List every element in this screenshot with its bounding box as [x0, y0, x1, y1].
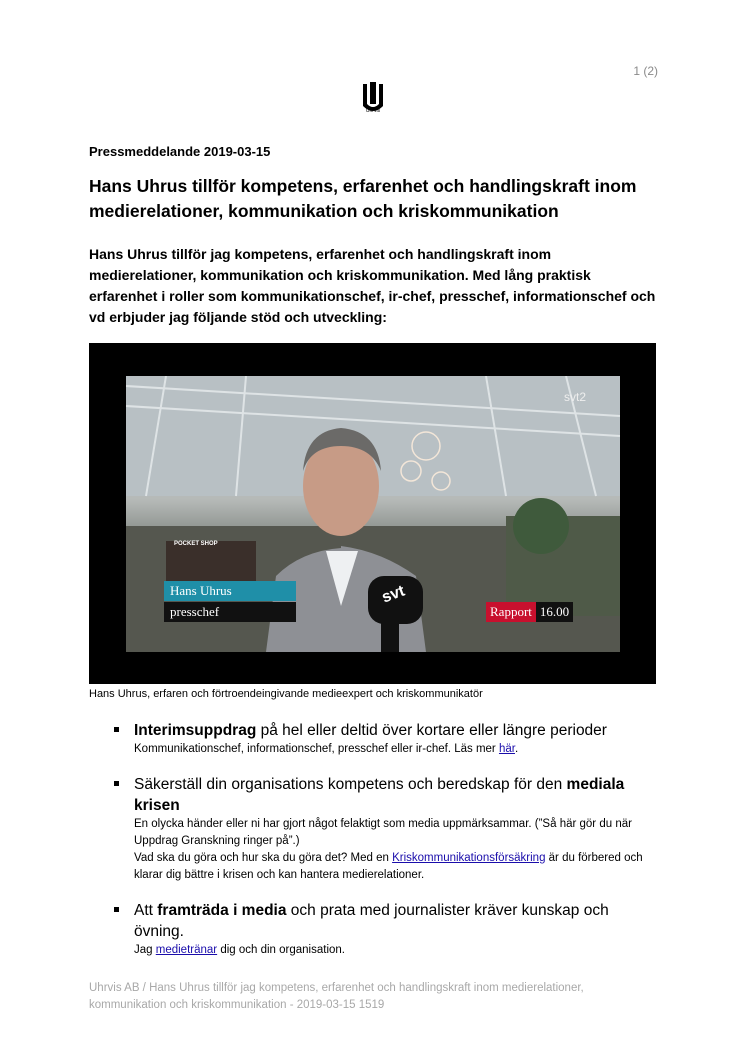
page-number: 1 (2) [633, 64, 658, 78]
intro-paragraph: Hans Uhrus tillför jag kompetens, erfarenhet och handlingskraft inom medierelationer, kommunikation och kriskommunikation. Med lång praktisk erfarenhet i roller som kommunikationschef, ir-chef, presschef, informationschef och vd erbjuder jag följande stöd och utveckling: [89, 246, 656, 325]
item-description: Jag medietränar dig och din organisation. [134, 944, 345, 956]
list-item [114, 774, 654, 884]
bullet-icon [114, 727, 119, 732]
bullet-icon [114, 907, 119, 912]
logo-wordmark: Uhrvis [365, 108, 381, 114]
tv-screenshot-photo [89, 343, 656, 684]
list-item [114, 720, 654, 758]
program-time: 16.00 [536, 602, 573, 622]
service-list [114, 720, 654, 975]
read-more-link[interactable]: här [498, 743, 515, 755]
item-title: Säkerställ din organisations kompetens och beredskap för den mediala krisen [134, 776, 625, 814]
headline: Hans Uhrus tillför kompetens, erfarenhet och handlingskraft inom medierelationer, kommunikation och kriskommunikation [89, 176, 637, 221]
item-title: Interimsuppdrag på hel eller deltid över kortare eller längre perioder [134, 722, 607, 739]
item-description: Kommunikationschef, informationschef, presschef eller ir-chef. Läs mer här. [134, 743, 519, 755]
page-footer: Uhrvis AB / Hans Uhrus tillför jag kompetens, erfarenhet och handlingskraft inom medierelationer, kommunikation och kriskommunikation - 2019-03-15 1519 [89, 982, 584, 1011]
program-badge [486, 602, 573, 622]
shop-sign: POCKET SHOP [174, 541, 218, 547]
press-release-date: Pressmeddelande 2019-03-15 [89, 144, 271, 159]
program-name: Rapport [486, 602, 536, 622]
nameplate-name: Hans Uhrus [164, 581, 296, 601]
photo-caption: Hans Uhrus, erfaren och förtroendeingivande medieexpert och kriskommunikatör [89, 688, 483, 700]
item-description: Vad ska du göra och hur ska du göra det? Med en Kriskommunikationsförsäkring är du förbered och klarar dig bättre i krisen och kan hantera medierelationer. [134, 852, 643, 881]
list-item [114, 900, 654, 959]
channel-logo: svt2 [564, 390, 587, 404]
item-description: En olycka händer eller ni har gjort något felaktigt som media uppmärksammar. (”Så här gör du när Uppdrag Granskning ringer på”.) [134, 818, 632, 847]
item-title: Att framträda i media och prata med journalister kräver kunskap och övning. [134, 902, 609, 940]
tv-frame [126, 376, 620, 652]
bullet-icon [114, 781, 119, 786]
media-training-link[interactable]: medietränar [155, 944, 218, 956]
nameplate-role: presschef [164, 602, 296, 622]
crisis-insurance-link[interactable]: Kriskommunikationsförsäkring [392, 852, 546, 864]
microphone-label: svt [379, 582, 408, 607]
